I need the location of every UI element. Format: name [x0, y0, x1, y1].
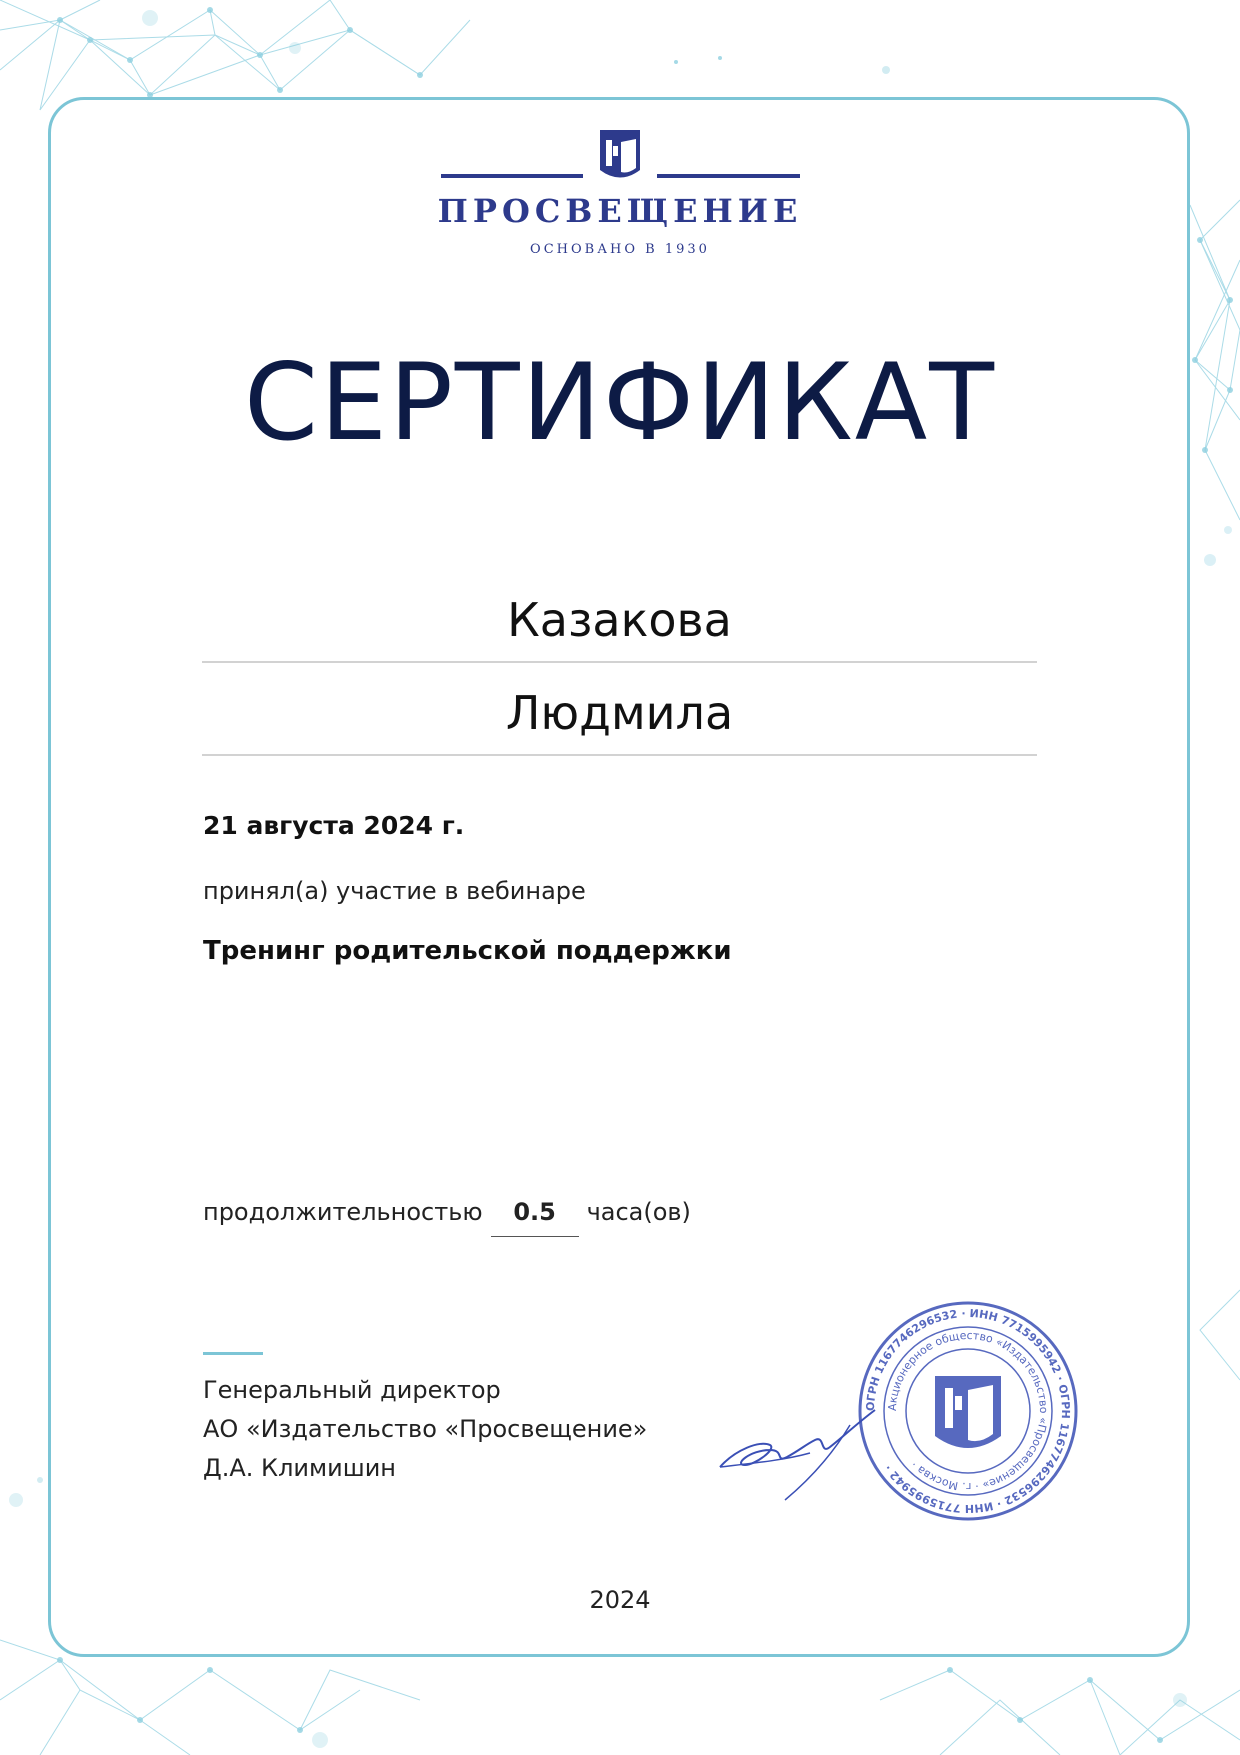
duration-row — [203, 1198, 691, 1237]
given-name-rule — [202, 754, 1037, 756]
signatory-position: Генеральный директор — [203, 1376, 501, 1404]
recipient-surname: Казакова — [507, 593, 732, 647]
webinar-title: Тренинг родительской поддержки — [203, 936, 732, 966]
prosveshchenie-logo — [0, 0, 1240, 280]
event-date: 21 августа 2024 г. — [203, 811, 465, 840]
duration-unit: часа(ов) — [586, 1198, 691, 1226]
duration-prefix: продолжительностью — [203, 1198, 483, 1226]
surname-rule — [202, 661, 1037, 663]
signatory-name: Д.А. Климишин — [203, 1454, 396, 1482]
certificate-year: 2024 — [589, 1586, 651, 1614]
publisher-founded: ОСНОВАНО В 1930 — [530, 242, 710, 257]
recipient-given-name: Людмила — [505, 686, 734, 740]
duration-value: 0.5 — [491, 1198, 579, 1237]
publisher-name: ПРОСВЕЩЕНИЕ — [437, 192, 803, 230]
official-stamp — [855, 1298, 1081, 1524]
participation-text: принял(а) участие в вебинаре — [203, 877, 586, 905]
signatory-accent-bar — [203, 1352, 263, 1355]
signatory-organization: АО «Издательство «Просвещение» — [203, 1415, 648, 1443]
certificate-title: СЕРТИФИКАТ — [243, 341, 996, 464]
stamp-outer-text: ОГРН 1167746296532 · ИНН 7715995942 · ОГРН 1167746296532 · ИНН 7715995942 · — [863, 1306, 1073, 1516]
stamp-inner-text: Акционерное общество «Издательство «Просвещение» · г. Москва · — [885, 1328, 1051, 1494]
